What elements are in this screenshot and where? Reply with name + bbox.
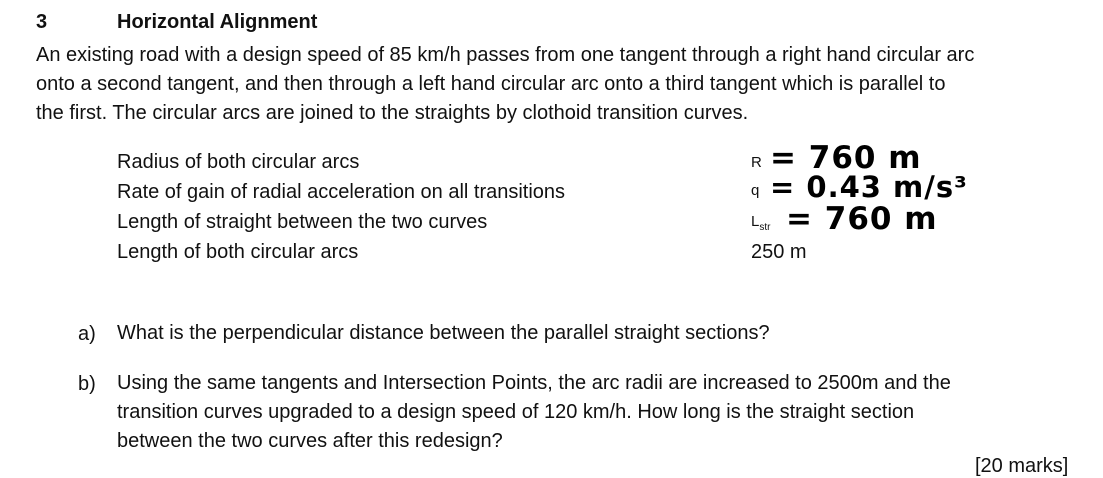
param-label-radius: Radius of both circular arcs — [117, 151, 360, 173]
param-label-straight: Length of straight between the two curves — [117, 211, 488, 233]
subquestion-letter-a: a) — [78, 323, 96, 345]
param-symbol-sub: str — [759, 222, 771, 233]
param-value-arc-length: 250 m — [751, 241, 807, 263]
subquestion-line: transition curves upgraded to a design speed of 120 km/h. How long is the straight section — [117, 401, 915, 423]
handwritten-straight-value: = 760 m — [786, 201, 938, 237]
handwritten-rate-value: = 0.43 m/s³ — [770, 170, 968, 204]
param-symbol-q: q — [751, 182, 760, 199]
handwritten-value: 760 m — [808, 140, 922, 176]
subquestion-line: What is the perpendicular distance between the parallel straight sections? — [117, 322, 770, 344]
handwritten-radius-value: = 760 m — [770, 140, 922, 176]
subquestion-line: between the two curves after this redesign? — [117, 430, 503, 452]
subquestion-text-b — [117, 369, 951, 456]
intro-line: An existing road with a design speed of 85 km/h passes from one tangent through a right hand circular arc — [36, 44, 975, 66]
subquestion-text-a — [117, 319, 770, 348]
marks-label: [20 marks] — [975, 455, 1069, 477]
param-label-rate: Rate of gain of radial acceleration on all transitions — [117, 181, 566, 203]
param-symbol-l: L — [751, 213, 760, 230]
intro-line: onto a second tangent, and then through a left hand circular arc onto a third tangent which is parallel to — [36, 73, 946, 95]
param-label-arc-length: Length of both circular arcs — [117, 241, 359, 263]
param-symbol-lstr — [751, 213, 770, 233]
param-symbol-r: R — [751, 154, 762, 171]
subquestion-letter-b: b) — [78, 373, 96, 395]
question-number: 3 — [36, 11, 48, 33]
handwritten-value: 0.43 m/s³ — [806, 170, 968, 204]
question-title: Horizontal Alignment — [117, 11, 318, 33]
handwritten-value: 760 m — [824, 201, 938, 237]
intro-line: the first. The circular arcs are joined to the straights by clothoid transition curves. — [36, 102, 749, 124]
subquestion-line: Using the same tangents and Intersection Points, the arc radii are increased to 2500m and the — [117, 372, 951, 394]
question-intro — [36, 41, 1086, 128]
